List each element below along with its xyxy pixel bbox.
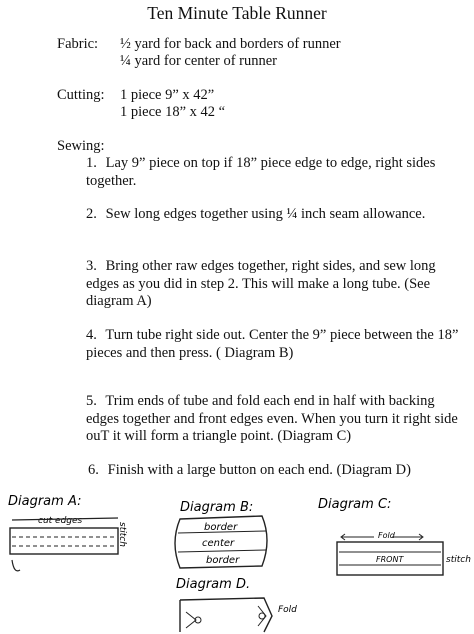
cutting-line-1: 1 piece 9” x 42” [120,87,215,103]
step-text: Turn tube right side out. Center the 9” piece between the 18” pieces and then press. ( Diagram B) [86,327,459,361]
diagram-c-front-label: FRONT [376,555,404,564]
diagram-b-seam-bottom [178,550,266,552]
fabric-line-2: ¼ yard for center of runner [120,53,278,69]
step-number: 5. [86,393,97,409]
diagram-d [176,577,297,632]
diagram-a-curl [12,560,20,571]
diagram-d-runner [180,598,272,632]
diagram-b-label-center: center [202,538,235,549]
diagram-a-title: Diagram A: [8,494,82,509]
sewing-label: Sewing: [57,138,105,154]
diagram-a-cut-edges-label: cut edges [38,516,83,526]
diagram-a-tube [10,528,118,554]
step-text: Lay 9” piece on top if 18” piece edge to edge, right sides together. [86,155,436,189]
document-title: Ten Minute Table Runner [147,3,327,23]
diagram-c [318,497,471,575]
diagram-c-stitch-label: stitch [446,555,471,565]
diagram-a-stitch-label: stitch [117,522,127,547]
fabric-label: Fabric: [57,36,99,52]
step-number: 2. [86,206,97,222]
step-number: 3. [86,258,97,274]
diagram-b-title: Diagram B: [180,500,254,515]
diagram-c-fold-label: Fold [378,531,395,540]
step-text: Finish with a large button on each end. (Diagram D) [107,462,411,478]
step-text: Bring other raw edges together, right sides, and sew long edges as you did in step 2. This will make a long tube. (See diagram A) [86,258,436,309]
step-text: Trim ends of tube and fold each end in half with backing edges together and front edges even. When you turn it right side ouT it will form a triangle point. (Diagram C) [86,393,458,444]
fabric-line-1: ½ yard for back and borders of runner [120,36,341,52]
diagram-d-fold-label: Fold [278,605,297,615]
diagram-b-label-border-top: border [204,522,238,533]
cutting-line-2: 1 piece 18” x 42 “ [120,104,226,120]
diagram-d-title: Diagram D. [176,577,251,592]
step-number: 1. [86,155,97,171]
diagram-b [175,500,267,568]
step-text: Sew long edges together using ¼ inch seam allowance. [105,206,426,222]
diagram-a [8,494,127,571]
diagram-b-label-border-bottom: border [206,555,240,566]
cutting-label: Cutting: [57,87,105,103]
diagram-c-title: Diagram C: [318,497,392,512]
step-number: 6. [88,462,99,478]
step-number: 4. [86,327,97,343]
diagram-d-button-right [259,613,265,619]
